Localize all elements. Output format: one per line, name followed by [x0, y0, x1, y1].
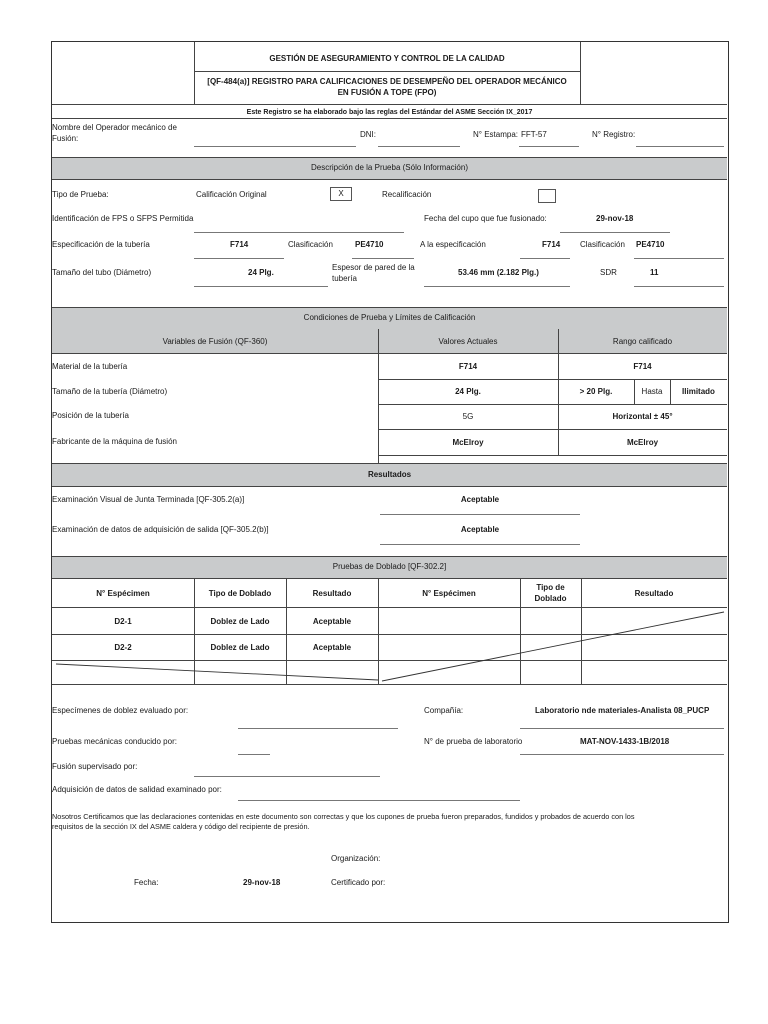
visual-value: Aceptable — [460, 495, 500, 504]
results-title: Resultados — [367, 470, 412, 479]
row-size-actual: 24 Plg. — [455, 387, 481, 396]
bend-h-type: Tipo de Doblado — [208, 589, 272, 598]
bend-row1-result: Aceptable — [312, 617, 352, 626]
operator-name-label: Nombre del Operador mecánico de — [52, 123, 177, 132]
sdr-value: 11 — [650, 268, 659, 277]
form-subtitle: [QF-484(a)] REGISTRO PARA CALIFICACIONES DE DESEMPEÑO DEL OPERADOR MECÁNICO — [207, 77, 567, 86]
pipe-spec-label: Especificación de la tubería — [52, 240, 150, 249]
certified-label: Certificado por: — [331, 878, 386, 887]
conducted-field[interactable] — [238, 754, 270, 755]
organization-label: Organización: — [331, 854, 381, 863]
wall-label-2: tubería — [332, 274, 357, 283]
coupon-date-value: 29-nov-18 — [596, 214, 634, 223]
to-spec-value: F714 — [542, 240, 561, 249]
registry-label: N° Registro: — [592, 130, 636, 139]
dni-label: DNI: — [360, 130, 376, 139]
visual-label: Examinación Visual de Junta Terminada [QF-305.2(a)] — [52, 495, 245, 504]
row-position-range: Horizontal ± 45° — [612, 412, 673, 421]
operator-name-label-2: Fusión: — [52, 134, 79, 143]
bend-h-result2: Resultado — [634, 589, 674, 598]
supervised-field[interactable] — [194, 776, 380, 777]
bend-h-specimen2: N° Espécimen — [422, 589, 476, 598]
bend-row2-specimen: D2-2 — [114, 643, 132, 652]
stamp-value: FFT-57 — [521, 130, 547, 139]
original-checkbox[interactable]: X — [330, 187, 352, 201]
to-spec-label: A la especificación — [420, 240, 486, 249]
row-maker-label: Fabricante de la máquina de fusión — [52, 437, 177, 446]
certification-text-2: requisitos de la sección IX del ASME caldera y código del recipiente de presión. — [52, 822, 310, 831]
class2-value: PE4710 — [636, 240, 665, 249]
row-position-label: Posición de la tubería — [52, 411, 129, 420]
date-label: Fecha: — [134, 878, 159, 887]
bend-row1-specimen: D2-1 — [114, 617, 132, 626]
row-maker-range: McElroy — [626, 438, 659, 447]
bend-h-result: Resultado — [312, 589, 352, 598]
evaluated-label: Especímenes de doblez evaluado por: — [52, 706, 189, 715]
examined-field[interactable] — [238, 800, 520, 801]
company-value: Laboratorio nde materiales-Analista 08_PUCP — [535, 706, 710, 715]
col-actual: Valores Actuales — [438, 337, 498, 346]
col-variables: Variables de Fusión (QF-360) — [162, 337, 268, 346]
bend-row2-result: Aceptable — [312, 643, 352, 652]
class-label: Clasificación — [288, 240, 333, 249]
strike-line-right — [382, 612, 724, 681]
form-subtitle-2: EN FUSIÓN A TOPE (FPO) — [337, 88, 437, 97]
bend-row2-type: Doblez de Lado — [210, 643, 270, 652]
bend-title: Pruebas de Doblado [QF-302.2] — [332, 562, 447, 571]
form-note: Este Registro se ha elaborado bajo las reglas del Estándar del ASME Sección IX_2017 — [246, 109, 533, 116]
bend-h-specimen: N° Espécimen — [96, 589, 150, 598]
sdr-label: SDR — [600, 268, 617, 277]
supervised-label: Fusión supervisado por: — [52, 762, 138, 771]
bend-h-type2-b: Doblado — [534, 594, 567, 603]
wall-label: Espesor de pared de la — [332, 263, 415, 272]
data-value: Aceptable — [460, 525, 500, 534]
coupon-date-label: Fecha del cupo que fue fusionado: — [424, 214, 547, 223]
wall-value: 53.46 mm (2.182 Plg.) — [458, 268, 539, 277]
row-material-label: Material de la tubería — [52, 362, 128, 371]
bend-h-type2: Tipo de — [536, 583, 565, 592]
class-value: PE4710 — [355, 240, 384, 249]
examined-label: Adquisición de datos de salidad examinado por: — [52, 785, 222, 794]
row-position-actual: 5G — [462, 412, 474, 421]
row-size-range-c: Ilimitado — [682, 387, 715, 396]
row-size-range-a: > 20 Plg. — [579, 387, 613, 396]
row-maker-actual: McElroy — [452, 438, 484, 447]
class2-label: Clasificación — [580, 240, 625, 249]
test-type-label: Tipo de Prueba: — [52, 190, 109, 199]
lab-test-label: N° de prueba de laboratorio — [424, 737, 523, 746]
test-description-title: Descripción de la Prueba (Sólo Información) — [311, 163, 468, 172]
recal-label: Recalificación — [382, 190, 432, 199]
row-size-label: Tamaño de la tubería (Diámetro) — [52, 387, 168, 396]
strike-line-left — [56, 664, 378, 680]
fps-label: Identificación de FPS o SFPS Permitida — [52, 214, 194, 223]
form-title: GESTIÓN DE ASEGURAMIENTO Y CONTROL DE LA CALIDAD — [269, 54, 505, 63]
data-label: Examinación de datos de adquisición de salida [QF-305.2(b)] — [52, 525, 269, 534]
evaluated-field[interactable] — [238, 728, 398, 729]
row-material-range: F714 — [633, 362, 652, 371]
col-range: Rango calificado — [612, 337, 673, 346]
lab-test-value: MAT-NOV-1433-1B/2018 — [580, 737, 670, 746]
conducted-label: Pruebas mecánicas conducido por: — [52, 737, 177, 746]
certification-text: Nosotros Certificamos que las declaraciones contenidas en este documento son correctas y que los cupones de prueba fueron preparados, fundidos y probados de acuerdo con los — [52, 812, 635, 821]
size-value: 24 Plg. — [248, 268, 274, 277]
company-label: Compañía: — [424, 706, 464, 715]
row-material-actual: F714 — [458, 362, 478, 371]
pipe-spec-value: F714 — [230, 240, 249, 249]
size-label: Tamaño del tubo (Diámetro) — [52, 268, 152, 277]
bend-row1-type: Doblez de Lado — [210, 617, 270, 626]
original-label: Calificación Original — [196, 190, 267, 199]
row-size-range-b: Hasta — [641, 387, 663, 396]
date-value: 29-nov-18 — [243, 878, 281, 887]
conditions-title: Condiciones de Prueba y Límites de Calificación — [303, 313, 476, 322]
stamp-label: N° Estampa: — [473, 130, 518, 139]
